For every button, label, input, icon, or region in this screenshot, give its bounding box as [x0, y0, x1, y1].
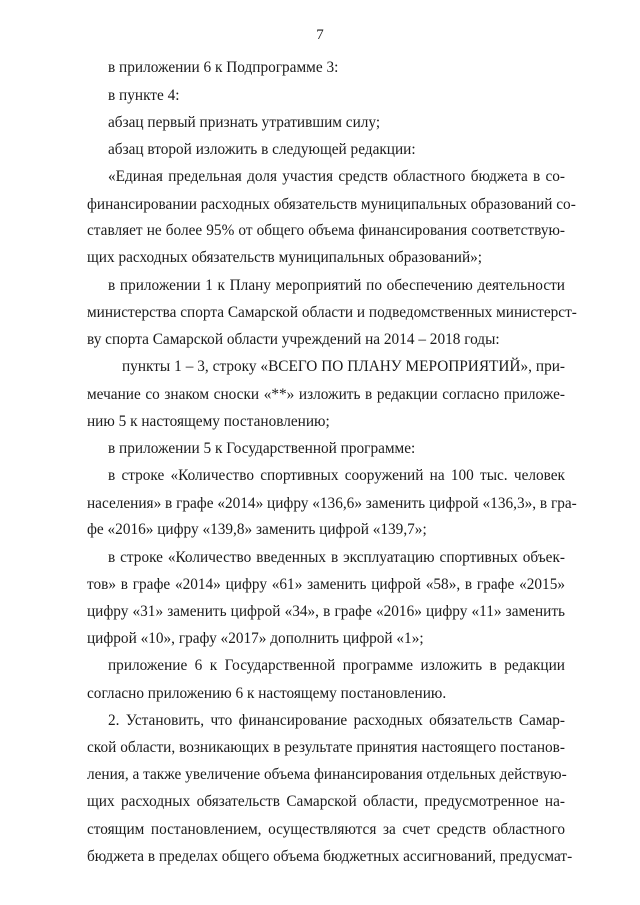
text-line: цифру «31» заменить цифрой «34», в графе «2016» цифру «11» заменить	[87, 603, 565, 620]
text-line: ву спорта Самарской области учреждений на 2014 – 2018 годы:	[87, 331, 500, 348]
text-line: пункты 1 – 3, строку «ВСЕГО ПО ПЛАНУ МЕРОПРИЯТИЙ», при-	[122, 358, 565, 375]
text-line: «Единая предельная доля участия средств областного бюджета в со-	[108, 168, 565, 185]
text-line: бюджета в пределах общего объема бюджетных ассигнований, предусмат-	[87, 848, 573, 865]
text-line: щих расходных обязательств Самарской области, предусмотренное на-	[87, 793, 565, 810]
text-line: в строке «Количество введенных в эксплуатацию спортивных объек-	[108, 549, 565, 566]
page-number: 7	[316, 27, 324, 43]
text-line: цифрой «10», графу «2017» дополнить цифрой «1»;	[87, 630, 424, 647]
text-line: министерства спорта Самарской области и подведомственных министерст-	[87, 304, 577, 321]
text-line: в пункте 4:	[108, 87, 180, 104]
text-line: в приложении 5 к Государственной программе:	[108, 440, 416, 457]
text-line: щих расходных обязательств муниципальных образований»;	[87, 249, 483, 266]
text-line: в строке «Количество спортивных сооружений на 100 тыс. человек	[108, 467, 565, 484]
text-line: в приложении 6 к Подпрограмме 3:	[108, 59, 339, 76]
text-line: мечание со знаком сноски «**» изложить в редакции согласно приложе-	[87, 386, 565, 403]
text-line: согласно приложению 6 к настоящему постановлению.	[87, 685, 447, 702]
text-line: стоящим постановлением, осуществляются за счет средств областного	[87, 821, 565, 838]
text-line: ставляет не более 95% от общего объема финансирования соответствую-	[87, 222, 565, 239]
text-line: ской области, возникающих в результате принятия настоящего постанов-	[87, 739, 565, 756]
text-line: 2. Установить, что финансирование расходных обязательств Самар-	[108, 712, 565, 729]
text-line: населения» в графе «2014» цифру «136,6» заменить цифрой «136,3», в гра-	[87, 495, 577, 512]
text-line: абзац первый признать утратившим силу;	[108, 114, 381, 131]
text-line: приложение 6 к Государственной программе изложить в редакции	[108, 657, 565, 674]
text-line: ления, а также увеличение объема финансирования отдельных действую-	[87, 766, 567, 783]
text-line: в приложении 1 к Плану мероприятий по обеспечению деятельности	[108, 277, 565, 294]
text-line: нию 5 к настоящему постановлению;	[87, 413, 330, 430]
text-line: тов» в графе «2014» цифру «61» заменить цифрой «58», в графе «2015»	[87, 576, 565, 593]
text-line: фе «2016» цифру «139,8» заменить цифрой «139,7»;	[87, 521, 427, 538]
text-line: финансировании расходных обязательств муниципальных образований со-	[87, 196, 576, 213]
text-line: абзац второй изложить в следующей редакции:	[108, 141, 416, 158]
